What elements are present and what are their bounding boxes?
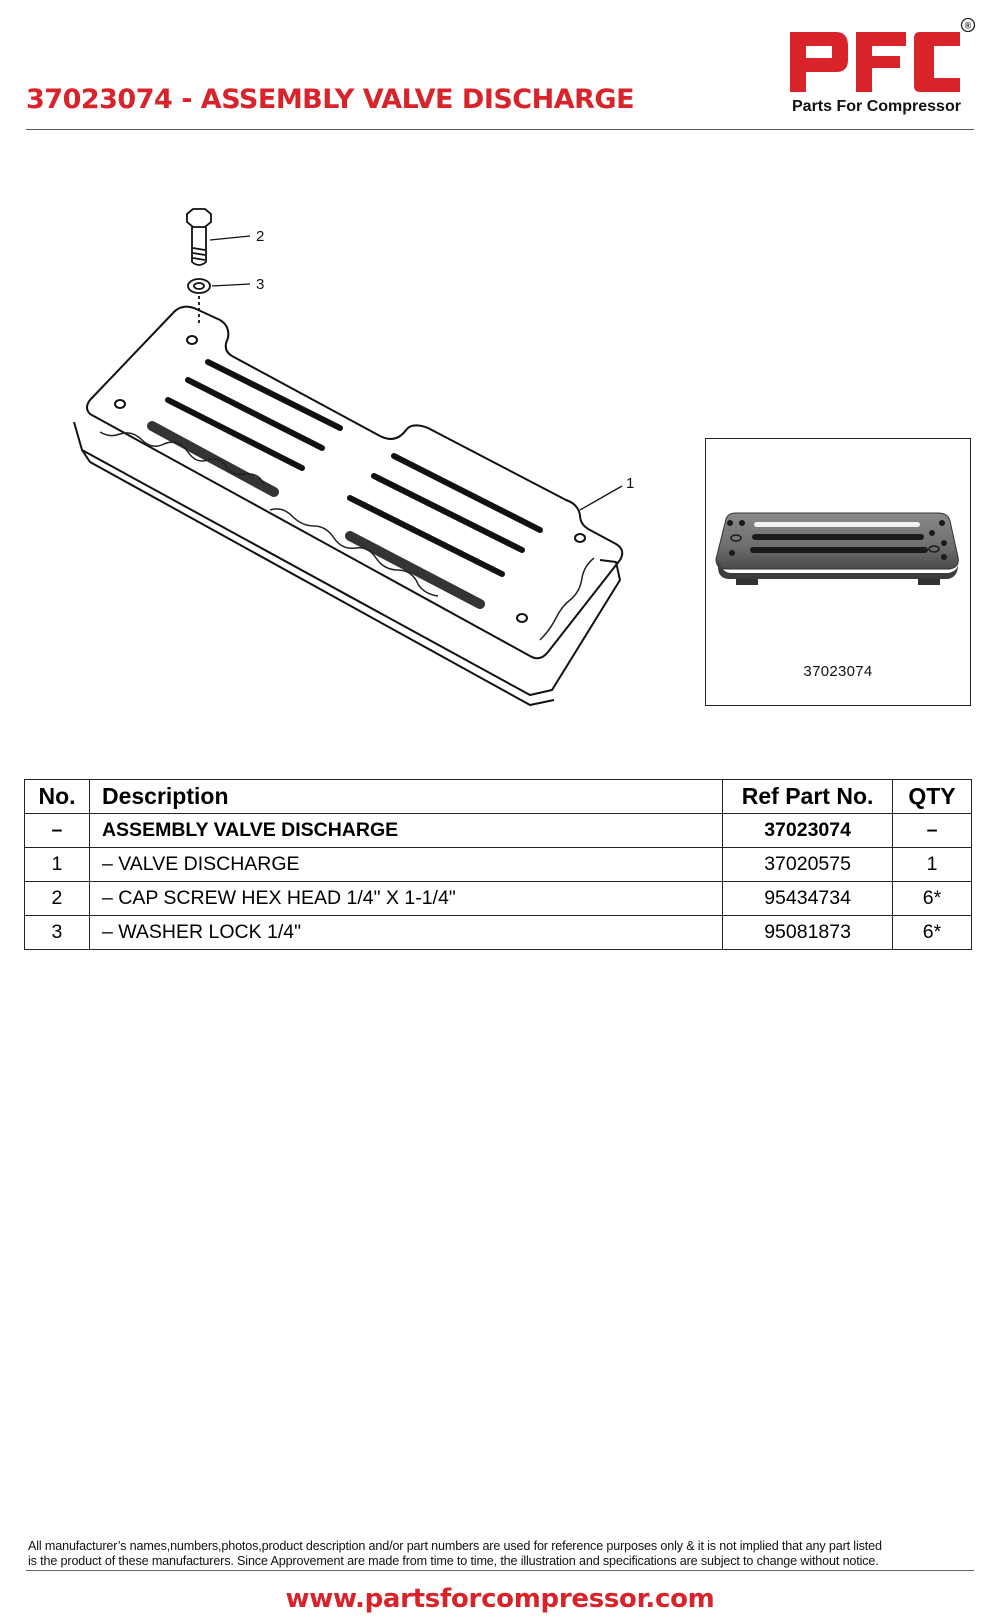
row-no: 1	[25, 848, 90, 882]
row-description: – VALVE DISCHARGE	[89, 848, 722, 882]
registered-mark: ®	[964, 20, 972, 31]
header-no: No.	[25, 780, 90, 814]
header-divider	[26, 129, 974, 130]
disclaimer-line-1: All manufacturer’s names,numbers,photos,product description and/or part numbers are used for reference purposes only & it is not implied that any part listed	[28, 1539, 882, 1553]
disclaimer-line-2: is the product of these manufacturers. Since Approvement are made from time to time, the illustration and specifications are subject to change without notice.	[28, 1554, 879, 1568]
website-link[interactable]: www.partsforcompressor.com	[285, 1584, 715, 1614]
photo-caption: 37023074	[803, 663, 873, 680]
row-ref-part-no: 37023074	[723, 814, 893, 848]
header-ref-part-no: Ref Part No.	[723, 780, 893, 814]
row-description: – WASHER LOCK 1/4"	[89, 916, 722, 950]
callout-1: 1	[626, 475, 635, 492]
table-row	[25, 916, 972, 950]
row-qty: 1	[893, 848, 972, 882]
row-no: 2	[25, 882, 90, 916]
product-photo	[712, 509, 964, 601]
row-no: 3	[25, 916, 90, 950]
callout-2: 2	[256, 228, 265, 245]
table-row	[25, 814, 972, 848]
disclaimer	[28, 1539, 978, 1569]
row-ref-part-no: 37020575	[723, 848, 893, 882]
footer-divider	[26, 1570, 974, 1571]
header-description: Description	[89, 780, 722, 814]
row-qty: 6*	[893, 882, 972, 916]
table-header-row	[25, 780, 972, 814]
row-ref-part-no: 95081873	[723, 916, 893, 950]
table-row	[25, 848, 972, 882]
parts-table	[24, 779, 972, 950]
row-no: –	[25, 814, 90, 848]
table-row	[25, 882, 972, 916]
page-title: 37023074 - ASSEMBLY VALVE DISCHARGE	[26, 84, 635, 115]
row-qty: –	[893, 814, 972, 848]
row-ref-part-no: 95434734	[723, 882, 893, 916]
exploded-view-drawing	[60, 200, 680, 710]
logo-tagline: Parts For Compressor	[792, 98, 961, 115]
header-qty: QTY	[893, 780, 972, 814]
row-description: – CAP SCREW HEX HEAD 1/4" X 1-1/4"	[89, 882, 722, 916]
product-photo-frame	[705, 438, 971, 706]
row-qty: 6*	[893, 916, 972, 950]
callout-3: 3	[256, 276, 265, 293]
row-description: ASSEMBLY VALVE DISCHARGE	[89, 814, 722, 848]
